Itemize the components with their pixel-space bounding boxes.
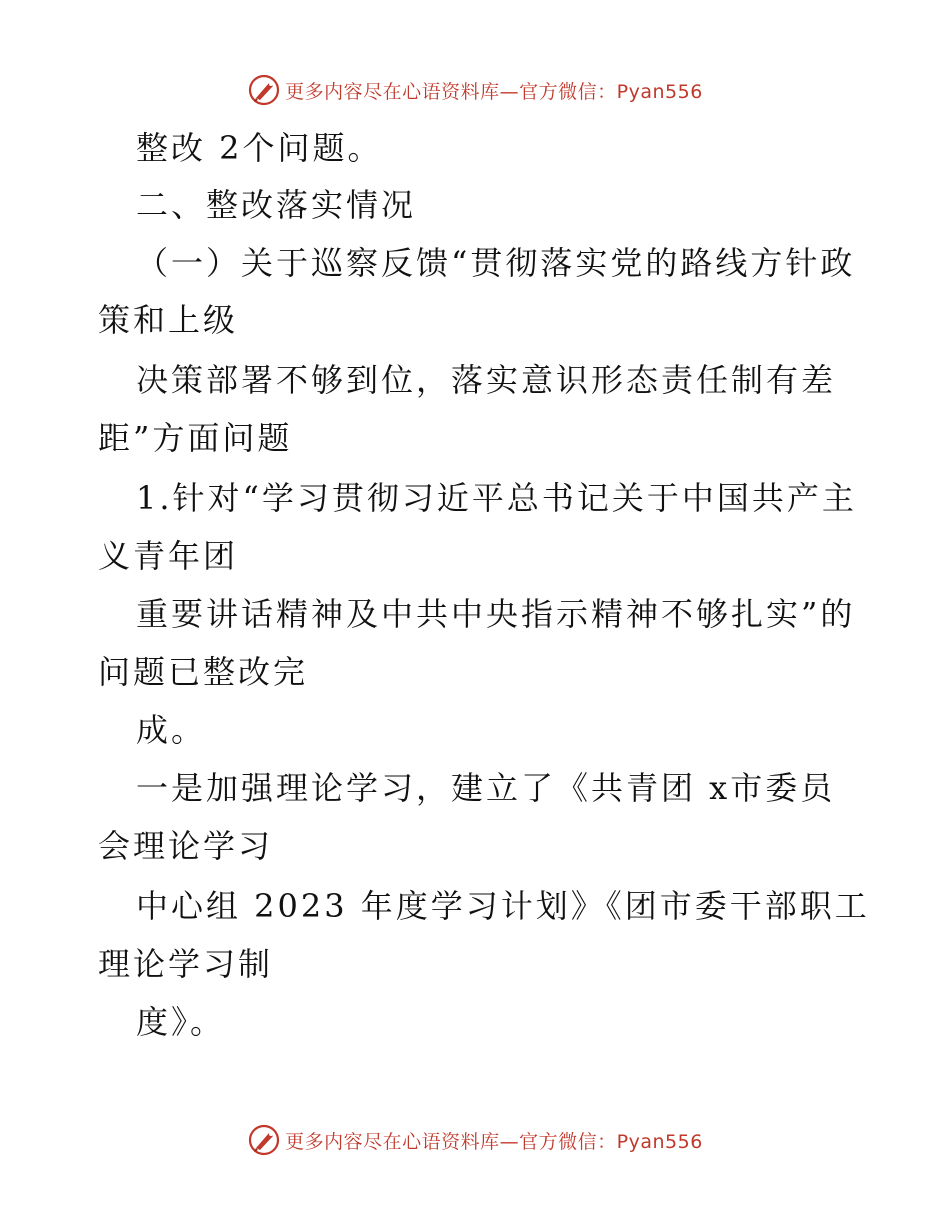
watermark-dash: — <box>499 1130 520 1153</box>
footer-watermark <box>0 1120 950 1160</box>
watermark-title: 更多内容尽在心语资料库 <box>285 1130 500 1153</box>
document-line: 度》。 <box>136 1003 226 1041</box>
document-line: 决策部署不够到位，落实意识形态责任制有差 <box>136 361 837 399</box>
document-line: 成。 <box>136 711 207 749</box>
watermark-dash: — <box>499 80 520 103</box>
subsection-heading: （一）关于巡察反馈“贯彻落实党的路线方针政 <box>136 244 856 282</box>
document-line: 中心组 2023 年度学习计划》《团市委干部职工 <box>136 887 870 925</box>
pen-logo-icon <box>247 73 281 107</box>
section-heading: 二、整改落实情况 <box>136 186 417 224</box>
document-line: 问题已整改完 <box>98 653 309 691</box>
document-line: 1.针对“学习贯彻习近平总书记关于中国共产主 <box>136 479 857 517</box>
document-line: 策和上级 <box>98 301 239 339</box>
header-watermark <box>0 70 950 110</box>
watermark-wechat: 官方微信：Pyan556 <box>519 80 703 103</box>
document-line: 一是加强理论学习，建立了《共青团 x市委员 <box>136 769 836 807</box>
document-line: 会理论学习 <box>98 827 274 865</box>
document-line: 距”方面问题 <box>98 419 293 457</box>
pen-logo-icon <box>247 1123 281 1157</box>
watermark-wechat: 官方微信：Pyan556 <box>519 1130 703 1153</box>
document-line: 整改 2个问题。 <box>136 129 383 167</box>
document-line: 理论学习制 <box>98 945 274 983</box>
document-line: 义青年团 <box>98 537 239 575</box>
document-line: 重要讲话精神及中共中央指示精神不够扎实”的 <box>136 595 856 633</box>
watermark-title: 更多内容尽在心语资料库 <box>285 80 500 103</box>
